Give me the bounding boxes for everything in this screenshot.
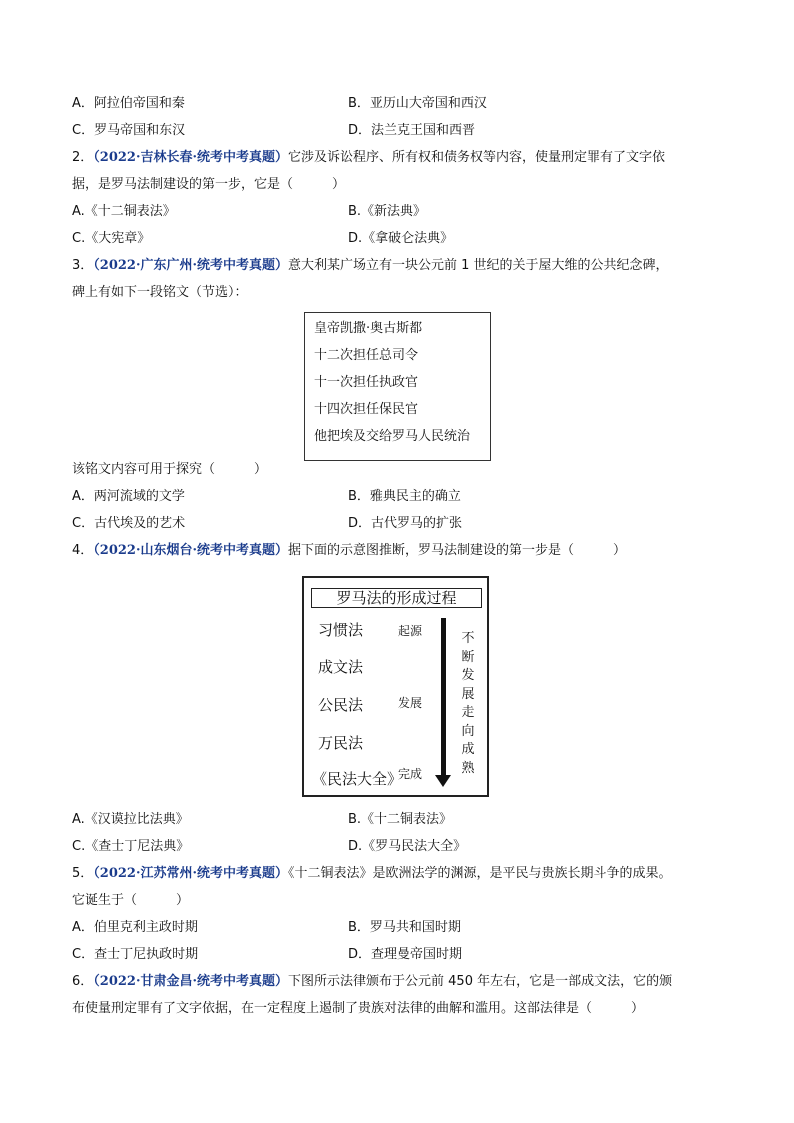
q1-option-d: D．法兰克王国和西晋 (348, 123, 476, 138)
stage-civil-law: 公民法 (318, 696, 364, 714)
diagram-title: 罗马法的形成过程 (311, 588, 482, 608)
q5-source: （2022·江苏常州·统考中考真题） (93, 866, 289, 881)
q6-source: （2022·甘肃金昌·统考中考真题） (93, 974, 289, 989)
q6-stem-line1: 下图所示法律颁布于公元前 450 年左右，它是一部成文法，它的颁 (288, 974, 673, 989)
q4-option-d: D.《罗马民法大全》 (348, 839, 467, 854)
inscription-line: 皇帝凯撒·奥古斯都 (314, 321, 423, 336)
q2-option-c: C.《大宪章》 (72, 231, 151, 246)
q1-option-a: A．阿拉伯帝国和秦 (72, 96, 185, 111)
q5-stem (72, 864, 672, 884)
down-arrow-shaft (441, 618, 446, 778)
q2-option-d: D.《拿破仑法典》 (348, 231, 454, 246)
q6-stem (72, 972, 672, 992)
q3-stem-line1: 意大利某广场立有一块公元前 1 世纪的关于屋大维的公共纪念碑， (288, 258, 669, 273)
stage-corpus-juris: 《民法大全》 (312, 770, 403, 788)
q6-number: 6． (72, 974, 94, 989)
inscription-line: 十二次担任总司令 (314, 348, 419, 363)
q3-number: 3． (72, 258, 94, 273)
q3-option-d: D．古代罗马的扩张 (348, 516, 463, 531)
q3-option-a: A．两河流域的文学 (72, 489, 185, 504)
q5-stem-line1: 《十二铜表法》是欧洲法学的渊源，是平民与贵族长期斗争的成果。 (288, 866, 672, 881)
stage-law-of-nations: 万民法 (318, 734, 364, 752)
q4-option-a: A.《汉谟拉比法典》 (72, 812, 189, 827)
q5-stem-line2: 它诞生于（ ） (72, 893, 190, 908)
q2-stem-line2: 据，是罗马法制建设的第一步，它是（ ） (72, 177, 346, 192)
q3-stem-line3: 该铭文内容可用于探究（ ） (72, 462, 268, 477)
q4-option-c: C.《查士丁尼法典》 (72, 839, 190, 854)
q2-number: 2． (72, 150, 94, 165)
q5-option-c: C．查士丁尼执政时期 (72, 947, 199, 962)
q4-stem-line1: 据下面的示意图推断，罗马法制建设的第一步是（ ） (288, 543, 627, 558)
q3-stem (72, 256, 669, 276)
inscription-box (304, 312, 491, 461)
down-arrow-icon (435, 775, 451, 787)
q6-stem-line2: 布使量刑定罪有了文字依据，在一定程度上遏制了贵族对法律的曲解和滥用。这部法律是（ ） (72, 1001, 645, 1016)
q2-stem-line1: 它涉及诉讼程序、所有权和债务权等内容，使量刑定罪有了文字依 (288, 150, 666, 165)
q5-option-b: B．罗马共和国时期 (348, 920, 461, 935)
q5-number: 5． (72, 866, 94, 881)
stage-written-law: 成文法 (318, 658, 364, 676)
q2-stem (72, 148, 665, 168)
inscription-line: 他把埃及交给罗马人民统治 (314, 429, 471, 444)
q4-option-b: B.《十二铜表法》 (348, 812, 453, 827)
inscription-line: 十四次担任保民官 (314, 402, 419, 417)
inscription-line: 十一次担任执政官 (314, 375, 419, 390)
q2-option-a: A.《十二铜表法》 (72, 204, 176, 219)
q2-source: （2022·吉林长春·统考中考真题） (93, 150, 289, 165)
q4-source: （2022·山东烟台·统考中考真题） (93, 543, 289, 558)
q3-option-c: C．古代埃及的艺术 (72, 516, 186, 531)
roman-law-diagram (302, 576, 489, 797)
phase-completion: 完成 (398, 767, 423, 781)
q5-option-a: A．伯里克利主政时期 (72, 920, 198, 935)
phase-origin: 起源 (398, 624, 423, 638)
q3-option-b: B．雅典民主的确立 (348, 489, 461, 504)
q2-option-b: B.《新法典》 (348, 204, 427, 219)
q1-option-b: B．亚历山大帝国和西汉 (348, 96, 487, 111)
q5-option-d: D．查理曼帝国时期 (348, 947, 463, 962)
q1-option-c: C．罗马帝国和东汉 (72, 123, 186, 138)
phase-development: 发展 (398, 696, 423, 710)
stage-customary-law: 习惯法 (318, 621, 364, 639)
q4-stem (72, 541, 626, 561)
q4-number: 4． (72, 543, 94, 558)
diagram-side-text: 不断发展走向成熟 (461, 631, 475, 776)
q3-source: （2022·广东广州·统考中考真题） (93, 258, 289, 273)
q3-stem-line2: 碑上有如下一段铭文（节选）： (72, 285, 248, 300)
